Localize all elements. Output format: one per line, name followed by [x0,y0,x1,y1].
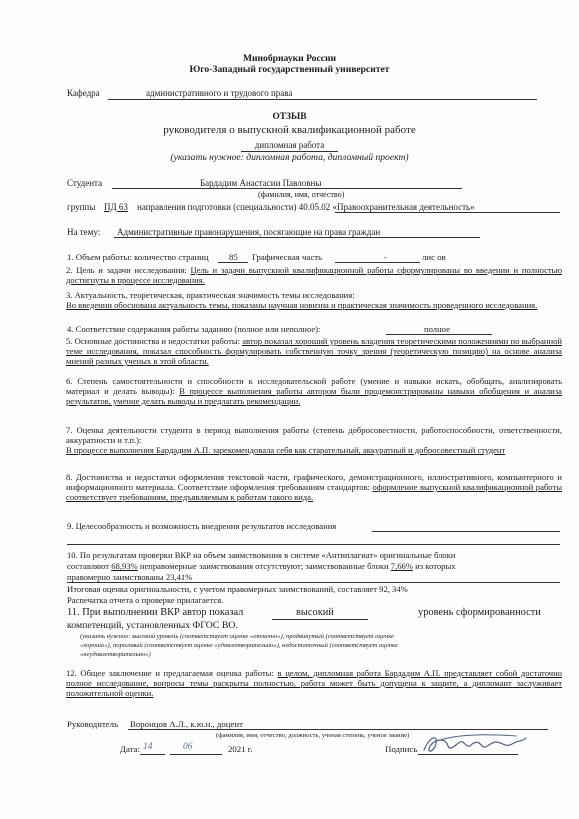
original-percent: 68,93% [111,561,138,571]
item11-hint3: «неудовлетворительно») [80,651,151,658]
item10-line3: правомерно заимствованы 23,41% [67,572,193,582]
department-label: Кафедра [67,88,100,98]
item11-hint2: «хорошо»), пороговый (соответствует оценке «удовлетворительно»), недостаточный (соответствует оценке [80,642,398,649]
item11-line2: компетенций, установленных ФГОС ВО. [67,620,238,631]
item3-text: Во введении обоснована актуальность темы, показаны научная новизна и практическая значимость проведенного исследования. [66,300,538,310]
review-title: ОТЗЫВ [272,112,307,122]
student-label: Студента [67,178,103,188]
work-type-hint: (указать нужное: дипломная работа, дипломный проект) [170,152,409,163]
student-caption: (фамилия, имя, отчество) [258,190,345,199]
supervisor-value: Воронцов А.Л., к.ю.н., доцент [130,719,243,729]
item1-sheets: лис ов [422,252,446,262]
item3-label: 3. Актуальность, теоретическая, практическая значимость темы исследования: [66,290,355,300]
department-underline [108,99,537,100]
item12-block [66,668,562,698]
date-label: Дата: [120,744,140,754]
item11-suffix: уровень сформированности [418,607,541,618]
date-year: 2021 г. [228,744,253,754]
item6-text: В процессе выполнения работы автором были продемонстрированы навыки обобщения и анализа результатов, умение делать выводы и предлагать рекомендации. [66,386,562,406]
item9-label: 9. Целесообразность и возможность внедрения результатов исследования [67,521,337,531]
date-month: 06 [183,742,193,752]
item7-label: 7. Оценка деятельности студента в период выполнения работы (степень добросовестности, работоспособности, ответственности, аккуратности и т.п.): [66,425,562,445]
item5-block [66,336,562,366]
item10-line1: 10. По результатам проверки ВКР на объем заимствования в системе «Антиплагиат» оригинальные блоки [67,550,456,560]
topic-label: На тему: [67,227,101,237]
item11-underline [272,619,368,620]
date-month-underline [170,754,222,755]
student-name: Бардадим Анастасии Павловны [200,178,322,188]
item10-line2: составляют 68,93% неправомерные заимствования отсутствуют; заимствованные блоки 7,66% из которых [67,561,456,571]
item1-graphic-label: Графическая часть [252,252,323,262]
supervisor-caption: (фамилия, имя, отчество, должность, ученая степень, ученое звание) [216,732,410,739]
item2-block [66,265,562,285]
direction-text: направления подготовки (специальности) 40.05.02 «Правоохранительная деятельность» [137,202,475,212]
item10-line4: Итоговая оценка оригинальности, с учетом правомерных заимствований, составляет 92, 34% [67,584,408,594]
handwritten-signature-icon [420,730,530,758]
item2-text: Цель и задачи выпускной квалификационной работы сформулированы во введении и полностью достигнуты в процессе исследования. [66,265,562,285]
item9-underline [372,531,560,532]
supervisor-label: Руководитель [67,719,119,729]
date-day: 14 [143,742,153,752]
item8-text: оформление выпускной квалификационной работы соответствует требованиям, предъявляемым к работам такого вида. [66,482,562,502]
item6-block [66,376,562,406]
item1-label: 1. Объем работы: количество страниц [67,252,209,262]
item7-text: В процессе выполнения Бардадим А.П. зарекомендовала себя как старательный, аккуратный и добросовестный студент [66,445,506,455]
item5-text: автор показал хороший уровень владения теоретическими положениями по выбранной теме исследования, показал способность формулировать собственную точку зрения (теоретическую позицию) на основе анализа мнений разных ученых в этой области. [66,336,562,366]
topic-value: Административные правонарушения, посягающие на права граждан [117,227,381,237]
item6-label: 6. Степень самостоятельности и способности к исследовательской работе (умение и навыки искать, обобщать, анализировать материал и делать выводы): [66,376,562,396]
item1-pages-underline [218,262,248,263]
item1-graphic-underline [335,262,420,263]
item3-block [66,290,562,310]
item2-label: 2. Цель и задачи исследования: [66,265,187,275]
item9-underline-2 [67,544,560,545]
item12-label: 12. Общее заключение и предлагаемая оценка работы: [66,668,274,678]
item11-level: высокий [296,607,334,618]
item10-line5: Распечатка отчета о проверке прилагается. [67,595,224,605]
signature-label: Подпись [385,744,418,754]
item1-graphic-value: - [384,252,387,262]
item4-value: полное [424,324,450,334]
university-title: Юго-Западный государственный университет [189,64,390,75]
item11-prefix: 11. При выполнении ВКР автор показал [67,607,244,618]
item4-underline [386,334,492,335]
item8-block [66,472,562,502]
item4-label: 4. Соответствие содержания работы заданию (полное или неполное): [67,324,321,334]
review-subtitle: руководителя о выпускной квалификационной работе [163,124,416,136]
item12-text: в целом, дипломная работа Бардадим А.П. представляет собой достаточно полное исследование, вопросы темы раскрыты полностью, работа может быть допущена к защите, а дипломант заслуживает положительной оценки. [66,668,562,698]
department-value: административного и трудового права [146,88,293,98]
date-day-underline [140,754,165,755]
item5-label: 5. Основные достоинства и недостатки работы: [66,336,240,346]
group-value: ПД 63 [104,202,128,212]
item11-hint1: (указать нужное: высокий уровень (соответствует оценке «отлично»), продвинутый (соответствует оценке [80,633,394,640]
ministry-title: Минобрнауки России [242,53,337,64]
item7-block [66,425,562,455]
borrowed-percent: 7,66% [390,561,413,571]
direction-underline [335,212,560,213]
item10-underline [67,582,560,583]
topic-underline [114,237,480,238]
group-label: группы [67,202,96,212]
item1-pages: 85 [229,252,238,262]
student-underline [112,188,462,189]
item8-label: 8. Достоинства и недостатки оформления текстовой части, графического, демонстрационного, иллюстративного, компьютерного и информационного материала. Соответствие оформления требованиям стандартов: [66,472,562,492]
work-type-value: дипломная работа [254,140,325,150]
